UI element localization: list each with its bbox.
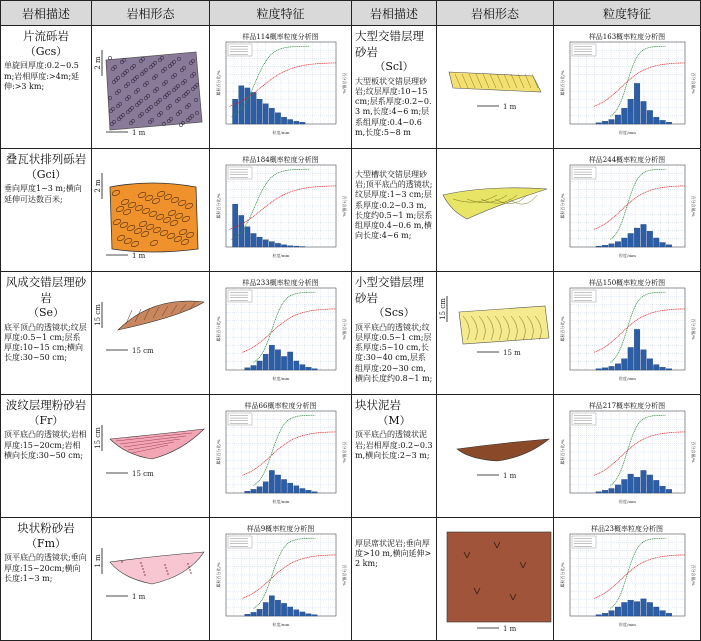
histogram-bar xyxy=(596,123,602,124)
vertical-scale-label: 15 cm xyxy=(94,304,102,326)
histogram-bar xyxy=(609,488,615,493)
histogram-bar xyxy=(622,479,628,493)
histogram-bar xyxy=(653,607,659,616)
x-axis-label: 粒度/mm xyxy=(273,375,290,381)
facies-name: 块状泥岩 xyxy=(355,398,433,414)
histogram-bar xyxy=(294,486,299,493)
histogram-bar xyxy=(263,240,268,247)
y-axis-label-left: 累积百分比/% xyxy=(215,562,221,587)
facies-name: 大型交错层理砂岩 xyxy=(355,29,433,60)
histogram-bar xyxy=(245,368,250,370)
left-facies-description-2 xyxy=(1,272,92,395)
grain-size-plot xyxy=(216,40,346,136)
facies-description-text: 顶平底凸的透镜状;纹层厚度:0.5~1 cm;层系厚度:5~10 cm,长度:30~40 cm,层系组厚度:20~30 cm,横向长度约0.8~1 m; xyxy=(355,323,433,384)
x-axis-label: 粒度/mm xyxy=(619,498,636,504)
y-axis-label-right: 百分含量/% xyxy=(342,72,348,93)
cumulative-curve-red xyxy=(594,186,685,229)
horizontal-scale-label: 1 m xyxy=(132,252,146,260)
chart-title: 样品150概率粒度分析图 xyxy=(554,278,700,288)
y-axis-label-right: 百分含量/% xyxy=(342,195,348,216)
morphology-sketch xyxy=(437,26,554,142)
histogram-bar xyxy=(288,483,293,493)
morphology-sketch xyxy=(92,395,210,511)
histogram-bar xyxy=(251,612,256,616)
cumulative-curve-red xyxy=(243,309,337,352)
left-grain-size-chart-0 xyxy=(210,26,352,149)
header-morph-left: 岩相形态 xyxy=(92,1,210,26)
horizontal-scale-label: 1 m xyxy=(503,625,517,633)
left-facies-description-1 xyxy=(1,149,92,272)
facies-description-text: 顶平底凸的透镜状;岩相厚度:15~20cm;岩相横向长度:30~50 cm; xyxy=(4,430,88,461)
histogram-bar xyxy=(300,365,305,370)
chart-title: 样品244概率粒度分析图 xyxy=(554,155,700,165)
histogram-bar xyxy=(257,609,262,616)
y-axis-label-left: 累积百分比/% xyxy=(559,316,565,341)
cumulative-curve-red xyxy=(229,186,336,229)
histogram-bar xyxy=(660,486,666,493)
morphology-sketch xyxy=(437,272,554,388)
facies-row xyxy=(1,518,701,641)
histogram-bar xyxy=(275,600,280,616)
facies-code: （Gcs） xyxy=(4,45,88,59)
left-facies-morphology-4 xyxy=(92,518,210,641)
y-axis-label-left: 累积百分比/% xyxy=(215,439,221,464)
grain-size-plot xyxy=(216,163,346,259)
histogram-bar xyxy=(269,345,274,370)
histogram-bar xyxy=(263,104,268,124)
histogram-bar xyxy=(263,482,268,493)
chart-title: 样品23概率粒度分析图 xyxy=(554,524,700,534)
morphology-sketch xyxy=(437,149,554,265)
histogram-bar xyxy=(666,369,672,370)
header-row xyxy=(1,1,701,26)
grain-size-plot xyxy=(560,409,695,505)
histogram-bar xyxy=(647,231,653,247)
y-axis-label-right: 百分含量/% xyxy=(342,441,348,462)
histogram-bar xyxy=(263,602,268,616)
facies-row xyxy=(1,149,701,272)
grain-size-plot xyxy=(560,163,695,259)
histogram-bar xyxy=(622,108,628,124)
histogram-bar xyxy=(666,245,672,247)
facies-shape xyxy=(447,532,551,622)
histogram-bar xyxy=(239,215,244,247)
horizontal-scale-label: 15 cm xyxy=(132,347,154,355)
facies-shape xyxy=(110,429,204,459)
histogram-bar xyxy=(634,477,640,493)
facies-description-text: 大型板状交错层理砂岩;纹层厚度:10~15 cm;层系厚度:0.2~0.3 m,长度:4~6 m;层系组厚度:0.4~0.6 m,长度:5~8 m xyxy=(355,77,433,138)
grain-size-plot xyxy=(216,532,346,628)
histogram-bar xyxy=(596,369,602,370)
histogram-bar xyxy=(312,615,317,616)
morphology-sketch xyxy=(92,518,210,634)
x-axis-label: 粒度/mm xyxy=(619,621,636,627)
histogram-bar xyxy=(596,492,602,493)
header-desc-right: 岩相描述 xyxy=(352,1,437,26)
histogram-bar xyxy=(641,599,647,616)
left-grain-size-chart-4 xyxy=(210,518,352,641)
horizontal-scale-label: 1 m xyxy=(503,472,517,480)
right-facies-morphology-1 xyxy=(437,149,554,272)
x-axis-label: 粒度/mm xyxy=(273,621,290,627)
histogram-bar xyxy=(628,347,634,370)
cumulative-curve-green xyxy=(254,538,316,608)
histogram-bar xyxy=(641,350,647,370)
histogram-bar xyxy=(281,117,286,124)
histogram-bar xyxy=(288,119,293,124)
histogram-bar xyxy=(245,614,250,616)
cumulative-curve-red xyxy=(243,555,337,598)
facies-code: （Fr） xyxy=(4,414,88,428)
vertical-scale-label: 15 cm xyxy=(439,298,447,320)
histogram-bar xyxy=(615,242,621,247)
x-axis-label: 粒度/mm xyxy=(273,129,290,135)
y-axis-label-left: 累积百分比/% xyxy=(559,439,565,464)
histogram-bar xyxy=(666,122,672,124)
histogram-bar xyxy=(647,359,653,370)
histogram-bar xyxy=(294,361,299,370)
horizontal-scale-label: 15 cm xyxy=(132,470,154,478)
histogram-bar xyxy=(306,367,311,370)
left-grain-size-chart-2 xyxy=(210,272,352,395)
grain-size-plot xyxy=(560,286,695,382)
facies-name: 风成交错层理砂岩 xyxy=(4,275,88,306)
chart-title: 样品217概率粒度分析图 xyxy=(554,401,700,411)
right-facies-description-3 xyxy=(352,395,437,518)
horizontal-scale-label: 1 m xyxy=(132,593,146,601)
y-axis-label-right: 百分含量/% xyxy=(342,564,348,585)
left-facies-morphology-2 xyxy=(92,272,210,395)
facies-name: 波纹层理粉砂岩 xyxy=(4,398,88,414)
histogram-bar xyxy=(245,227,250,247)
histogram-bar xyxy=(641,224,647,247)
histogram-bar xyxy=(653,238,659,247)
histogram-bar xyxy=(306,614,311,616)
x-axis-label: 粒度/mm xyxy=(619,252,636,258)
facies-description-text: 底平顶凸的透镜状;纹层厚度:0.5~1 cm;层系厚度:10~15 cm;横向长度:30~50 cm; xyxy=(4,323,88,364)
histogram-bar xyxy=(300,122,305,124)
right-grain-size-chart-0 xyxy=(554,26,701,149)
histogram-bar xyxy=(615,115,621,124)
histogram-bar xyxy=(275,113,280,124)
y-axis-label-left: 累积百分比/% xyxy=(559,70,565,95)
facies-description-text: 厚层席状泥岩;垂向厚度>10 m,横向延伸>2 km; xyxy=(355,521,433,570)
histogram-bar xyxy=(641,470,647,493)
histogram-bar xyxy=(660,120,666,124)
facies-description-text: 大型槽状交错层理砂岩;顶平底凸的透镜状;纹层厚度:1~3 cm;层系厚度:0.2~0.3 m,长度约0.5~1 m;层系组厚度0.4~0.6 m,横向长度:4~6 m; xyxy=(355,152,433,242)
facies-row xyxy=(1,272,701,395)
histogram-bar xyxy=(281,479,286,493)
left-facies-description-0 xyxy=(1,26,92,149)
facies-name: 叠瓦状排列砾岩 xyxy=(4,152,88,168)
histogram-bar xyxy=(634,83,640,124)
facies-name: 小型交错层理砂岩 xyxy=(355,275,433,306)
right-facies-description-1 xyxy=(352,149,437,272)
facies-row xyxy=(1,26,701,149)
histogram-bar xyxy=(269,108,274,124)
chart-title: 样品184概率粒度分析图 xyxy=(210,155,351,165)
histogram-bar xyxy=(275,475,280,493)
histogram-bar xyxy=(294,246,299,247)
facies-name: 片流砾岩 xyxy=(4,29,88,45)
histogram-bar xyxy=(239,86,244,124)
chart-title: 样品66概率粒度分析图 xyxy=(210,401,351,411)
histogram-bar xyxy=(641,101,647,124)
left-grain-size-chart-3 xyxy=(210,395,352,518)
morphology-sketch xyxy=(92,272,210,388)
histogram-bar xyxy=(251,365,256,370)
facies-shape xyxy=(118,301,204,330)
histogram-bar xyxy=(312,369,317,370)
histogram-bar xyxy=(245,88,250,124)
facies-code: （Scl） xyxy=(355,60,433,74)
cumulative-curve-red xyxy=(243,432,337,475)
facies-code: （Fm） xyxy=(4,537,88,551)
histogram-bar xyxy=(609,366,615,370)
y-axis-label-left: 累积百分比/% xyxy=(559,562,565,587)
facies-shape xyxy=(449,72,541,92)
y-axis-label-right: 百分含量/% xyxy=(691,195,697,216)
morphology-sketch xyxy=(437,518,554,634)
horizontal-scale-label: 15 m xyxy=(503,349,521,357)
histogram-bar xyxy=(306,490,311,493)
histogram-bar xyxy=(602,490,608,493)
x-axis-label: 粒度/mm xyxy=(273,498,290,504)
histogram-bar xyxy=(294,121,299,124)
histogram-bar xyxy=(312,492,317,493)
left-facies-morphology-3 xyxy=(92,395,210,518)
histogram-bar xyxy=(647,475,653,493)
histogram-bar xyxy=(281,356,286,370)
y-axis-label-right: 百分含量/% xyxy=(691,564,697,585)
histogram-bar xyxy=(609,611,615,616)
histogram-bar xyxy=(294,610,299,616)
histogram-bar xyxy=(300,612,305,616)
right-grain-size-chart-1 xyxy=(554,149,701,272)
y-axis-label-left: 累积百分比/% xyxy=(559,193,565,218)
histogram-bar xyxy=(269,596,274,616)
histogram-bar xyxy=(602,121,608,124)
facies-description-text: 顶平底凸的透镜状泥岩;岩相厚度:0.2~0.3 m,横向长度:2~3 m; xyxy=(355,430,433,461)
histogram-bar xyxy=(269,470,274,493)
cumulative-curve-green xyxy=(254,415,316,485)
histogram-bar xyxy=(257,237,262,247)
left-facies-morphology-1 xyxy=(92,149,210,272)
horizontal-scale-label: 1 m xyxy=(503,103,517,111)
histogram-bar xyxy=(263,354,268,370)
facies-shape xyxy=(457,439,549,461)
grain-size-plot xyxy=(560,40,695,136)
morphology-sketch xyxy=(437,395,554,511)
y-axis-label-right: 百分含量/% xyxy=(691,441,697,462)
header-desc-left: 岩相描述 xyxy=(1,1,92,26)
histogram-bar xyxy=(615,607,621,616)
right-facies-morphology-0 xyxy=(437,26,554,149)
vertical-scale-label: 1 m xyxy=(94,554,102,568)
y-axis-label-right: 百分含量/% xyxy=(691,318,697,339)
chart-title: 样品233概率粒度分析图 xyxy=(210,278,351,288)
histogram-bar xyxy=(647,110,653,124)
facies-code: （Se） xyxy=(4,306,88,320)
histogram-bar xyxy=(233,204,238,247)
histogram-bar xyxy=(257,99,262,124)
histogram-bar xyxy=(622,359,628,370)
y-axis-label-left: 累积百分比/% xyxy=(215,193,221,218)
left-facies-morphology-0 xyxy=(92,26,210,149)
histogram-bar xyxy=(647,602,653,616)
y-axis-label-right: 百分含量/% xyxy=(342,318,348,339)
histogram-bar xyxy=(251,233,256,247)
facies-shape xyxy=(443,188,547,219)
histogram-bar xyxy=(634,602,640,616)
chart-title: 样品163概率粒度分析图 xyxy=(554,32,700,42)
facies-row xyxy=(1,395,701,518)
right-facies-description-0 xyxy=(352,26,437,149)
histogram-bar xyxy=(609,244,615,247)
right-facies-morphology-2 xyxy=(437,272,554,395)
header-grain-right: 粒度特征 xyxy=(554,1,701,26)
right-grain-size-chart-2 xyxy=(554,272,701,395)
morphology-sketch xyxy=(92,149,210,265)
right-facies-description-2 xyxy=(352,272,437,395)
histogram-bar xyxy=(622,602,628,616)
histogram-bar xyxy=(288,607,293,616)
histogram-bar xyxy=(653,480,659,493)
histogram-bar xyxy=(233,99,238,124)
histogram-bar xyxy=(615,485,621,493)
chart-title: 样品9概率粒度分析图 xyxy=(210,524,351,534)
histogram-bar xyxy=(251,92,256,124)
grain-size-plot xyxy=(216,286,346,382)
chart-title: 样品114概率粒度分析图 xyxy=(210,32,351,42)
left-facies-description-4 xyxy=(1,518,92,641)
histogram-bar xyxy=(275,350,280,370)
grain-size-plot xyxy=(560,532,695,628)
histogram-bar xyxy=(245,491,250,493)
histogram-bar xyxy=(281,245,286,247)
y-axis-label-right: 百分含量/% xyxy=(691,72,697,93)
facies-name: 块状粉砂岩 xyxy=(4,521,88,537)
histogram-bar xyxy=(281,603,286,616)
histogram-bar xyxy=(257,487,262,493)
histogram-bar xyxy=(257,361,262,370)
x-axis-label: 粒度/mm xyxy=(619,129,636,135)
histogram-bar xyxy=(628,600,634,616)
right-facies-description-4 xyxy=(352,518,437,641)
x-axis-label: 粒度/mm xyxy=(619,375,636,381)
histogram-bar xyxy=(602,613,608,616)
header-grain-left: 粒度特征 xyxy=(210,1,352,26)
header-morph-right: 岩相形态 xyxy=(437,1,554,26)
histogram-bar xyxy=(602,245,608,247)
histogram-bar xyxy=(596,246,602,247)
right-facies-morphology-3 xyxy=(437,395,554,518)
y-axis-label-left: 累积百分比/% xyxy=(215,316,221,341)
cumulative-curve-green xyxy=(610,538,666,608)
cumulative-curve-green xyxy=(610,415,666,485)
x-axis-label: 粒度/mm xyxy=(273,252,290,258)
right-grain-size-chart-4 xyxy=(554,518,701,641)
histogram-bar xyxy=(660,367,666,370)
histogram-bar xyxy=(615,364,621,370)
cumulative-curve-red xyxy=(594,432,685,475)
facies-code: （Scs） xyxy=(355,306,433,320)
histogram-bar xyxy=(300,488,305,493)
left-grain-size-chart-1 xyxy=(210,149,352,272)
histogram-bar xyxy=(628,233,634,247)
facies-code: （Gci） xyxy=(4,168,88,182)
histogram-bar xyxy=(288,352,293,370)
grain-size-plot xyxy=(216,409,346,505)
right-facies-morphology-4 xyxy=(437,518,554,641)
histogram-bar xyxy=(602,368,608,370)
right-grain-size-chart-3 xyxy=(554,395,701,518)
facies-shape xyxy=(110,183,198,252)
cumulative-curve-red xyxy=(594,555,685,598)
facies-description-text: 垂向厚度1~3 m;横向延伸可达数百米; xyxy=(4,184,88,204)
histogram-bar xyxy=(653,117,659,124)
histogram-bar xyxy=(251,489,256,493)
horizontal-scale-label: 1 m xyxy=(132,129,146,137)
histogram-bar xyxy=(634,228,640,247)
histogram-bar xyxy=(622,238,628,247)
vertical-scale-label: 15 cm xyxy=(94,427,102,449)
histogram-bar xyxy=(666,613,672,616)
histogram-bar xyxy=(634,329,640,370)
histogram-bar xyxy=(596,615,602,616)
histogram-bar xyxy=(609,119,615,124)
facies-shape xyxy=(459,306,549,344)
histogram-bar xyxy=(660,242,666,247)
histogram-bar xyxy=(628,474,634,493)
histogram-bar xyxy=(660,611,666,616)
vertical-scale-label: 2 m xyxy=(94,56,102,70)
facies-code: （M） xyxy=(355,414,433,428)
morphology-sketch xyxy=(92,26,210,142)
histogram-bar xyxy=(666,489,672,493)
facies-description-text: 单旋回厚度:0.2~0.5 m;岩相厚度:>4m;延伸:>3 km; xyxy=(4,61,88,92)
left-facies-description-3 xyxy=(1,395,92,518)
histogram-bar xyxy=(628,99,634,124)
histogram-bar xyxy=(288,246,293,247)
cumulative-curve-green xyxy=(254,292,316,362)
vertical-scale-label: 2 m xyxy=(94,179,102,193)
facies-description-text: 顶平底凸的透镜状;垂向厚度:15~20cm;横向长度:1~3 m; xyxy=(4,553,88,584)
histogram-bar xyxy=(275,243,280,247)
y-axis-label-left: 累积百分比/% xyxy=(215,70,221,95)
histogram-bar xyxy=(653,365,659,370)
facies-shape xyxy=(110,552,204,584)
histogram-bar xyxy=(269,242,274,247)
